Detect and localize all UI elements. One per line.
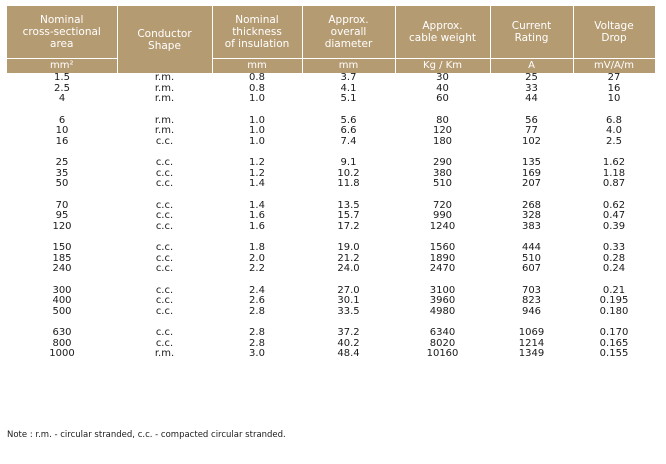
cell-diameter: 15.7 bbox=[337, 210, 360, 221]
table-row bbox=[7, 73, 655, 84]
cell-diameter: 11.8 bbox=[337, 178, 360, 189]
cell-insulation: 2.4 bbox=[249, 284, 265, 296]
cell-current: 44 bbox=[525, 93, 538, 104]
unit-current: A bbox=[490, 59, 573, 74]
cell-voltage: 6.8 bbox=[606, 114, 622, 126]
cell-area: 150 bbox=[52, 242, 72, 253]
cell-weight: 120 bbox=[432, 125, 453, 136]
cell-area: 1.5 bbox=[54, 72, 70, 83]
cell-area: 25 bbox=[55, 157, 69, 168]
cell-diameter: 21.2 bbox=[337, 252, 360, 264]
cell-area: 300 bbox=[52, 284, 72, 296]
cell-shape: r.m. bbox=[154, 125, 175, 136]
cell-shape: c.c. bbox=[155, 263, 174, 274]
cell-insulation: 2.8 bbox=[249, 337, 265, 349]
cell-weight: 1560 bbox=[429, 242, 456, 253]
column-header-line: diameter bbox=[324, 38, 373, 50]
cell-insulation: 1.0 bbox=[249, 125, 265, 136]
cell-insulation: 2.8 bbox=[249, 305, 265, 317]
cell-diameter: 5.6 bbox=[340, 114, 357, 126]
cell-voltage: 0.170 bbox=[599, 327, 629, 338]
cell-insulation: 0.8 bbox=[249, 72, 265, 83]
cell-shape: c.c. bbox=[155, 220, 174, 232]
table-row bbox=[7, 222, 655, 233]
cell-diameter: 37.2 bbox=[337, 327, 360, 338]
cell-current: 946 bbox=[521, 305, 542, 317]
cell-insulation: 1.8 bbox=[249, 242, 265, 253]
cell-shape: r.m. bbox=[154, 93, 175, 104]
cell-insulation: 1.6 bbox=[249, 220, 265, 232]
cell-area: 120 bbox=[52, 220, 72, 232]
cell-current: 268 bbox=[521, 199, 542, 211]
cell-weight: 380 bbox=[432, 167, 453, 179]
cell-diameter: 3.7 bbox=[340, 72, 357, 83]
cell-area: 6 bbox=[58, 114, 66, 126]
group-spacer bbox=[7, 105, 655, 116]
cell-insulation: 2.6 bbox=[249, 295, 265, 306]
cell-diameter: 24.0 bbox=[337, 263, 360, 274]
table-row bbox=[7, 339, 655, 350]
column-header-line: Shape bbox=[148, 39, 181, 52]
table-row bbox=[7, 84, 655, 95]
table-row bbox=[7, 349, 655, 360]
cell-current: 135 bbox=[521, 157, 542, 168]
footnote: Note : r.m. - circular stranded, c.c. - compacted circular stranded. bbox=[7, 430, 286, 440]
table-row bbox=[7, 94, 655, 105]
table-row bbox=[7, 307, 655, 318]
cell-shape: c.c. bbox=[155, 167, 174, 179]
column-header-line: overall bbox=[330, 26, 367, 38]
cell-insulation: 1.4 bbox=[249, 178, 265, 189]
cell-diameter: 7.4 bbox=[340, 135, 357, 147]
cell-voltage: 0.21 bbox=[602, 284, 626, 296]
cell-weight: 720 bbox=[432, 199, 453, 211]
table-row bbox=[7, 137, 655, 148]
cell-weight: 10160 bbox=[426, 348, 459, 359]
cell-voltage: 0.87 bbox=[602, 178, 626, 189]
column-header-line: thickness bbox=[232, 26, 282, 38]
cell-area: 2.5 bbox=[54, 82, 70, 94]
cell-current: 383 bbox=[521, 220, 542, 232]
cell-weight: 8020 bbox=[429, 337, 456, 349]
cell-shape: c.c. bbox=[155, 284, 174, 296]
cell-weight: 3100 bbox=[429, 284, 456, 296]
cell-shape: c.c. bbox=[155, 252, 174, 264]
column-header-line: area bbox=[50, 38, 74, 50]
cell-diameter: 48.4 bbox=[337, 348, 360, 359]
cell-insulation: 1.2 bbox=[249, 157, 265, 168]
cell-insulation: 1.4 bbox=[249, 199, 265, 211]
column-header-current bbox=[490, 6, 573, 59]
cell-area: 35 bbox=[55, 167, 69, 179]
cell-insulation: 2.8 bbox=[249, 327, 265, 338]
cell-weight: 3960 bbox=[429, 295, 456, 306]
cell-shape: r.m. bbox=[154, 72, 175, 83]
column-header-line: cable weight bbox=[409, 32, 476, 44]
cell-insulation: 3.0 bbox=[249, 348, 265, 359]
cell-voltage: 0.165 bbox=[599, 337, 629, 349]
column-header-voltage bbox=[573, 6, 655, 59]
unit-insulation: mm bbox=[212, 59, 302, 74]
cell-weight: 990 bbox=[432, 210, 453, 221]
cell-current: 33 bbox=[525, 82, 538, 94]
column-header-insulation bbox=[212, 6, 302, 59]
table-row bbox=[7, 254, 655, 265]
cell-diameter: 40.2 bbox=[337, 337, 360, 349]
table-row bbox=[7, 201, 655, 212]
column-header-line: cross-sectional bbox=[22, 26, 101, 38]
group-spacer bbox=[7, 317, 655, 328]
cell-current: 56 bbox=[525, 114, 538, 126]
cell-insulation: 1.2 bbox=[249, 167, 265, 179]
cell-diameter: 5.1 bbox=[340, 93, 357, 104]
cell-weight: 4980 bbox=[429, 305, 456, 317]
cell-current: 823 bbox=[521, 295, 542, 306]
cell-shape: c.c. bbox=[155, 242, 174, 253]
cell-current: 703 bbox=[521, 284, 542, 296]
cell-insulation: 1.0 bbox=[249, 135, 265, 147]
cell-area: 185 bbox=[52, 252, 72, 264]
cell-diameter: 4.1 bbox=[340, 82, 357, 94]
table-row bbox=[7, 264, 655, 275]
cell-voltage: 4.0 bbox=[606, 125, 622, 136]
header-row bbox=[7, 6, 655, 59]
cell-area: 16 bbox=[55, 135, 69, 147]
cell-diameter: 17.2 bbox=[337, 220, 360, 232]
table-row bbox=[7, 179, 655, 190]
cell-insulation: 1.0 bbox=[249, 114, 265, 126]
table-row bbox=[7, 243, 655, 254]
cell-voltage: 0.33 bbox=[602, 242, 626, 253]
cell-diameter: 19.0 bbox=[337, 242, 360, 253]
cell-shape: c.c. bbox=[155, 337, 174, 349]
cell-current: 510 bbox=[521, 252, 542, 264]
table-row bbox=[7, 116, 655, 127]
cell-current: 328 bbox=[521, 210, 542, 221]
cell-current: 25 bbox=[525, 72, 538, 83]
table-row bbox=[7, 328, 655, 339]
cable-specification-table bbox=[7, 6, 656, 360]
cell-weight: 1890 bbox=[429, 252, 456, 264]
cell-insulation: 2.0 bbox=[249, 252, 265, 264]
table-row bbox=[7, 286, 655, 297]
group-spacer bbox=[7, 275, 655, 286]
cell-current: 102 bbox=[521, 135, 542, 147]
cell-voltage: 0.28 bbox=[602, 252, 626, 264]
cell-area: 95 bbox=[55, 210, 69, 221]
cell-voltage: 16 bbox=[607, 82, 621, 94]
cell-shape: c.c. bbox=[155, 210, 174, 221]
cell-weight: 40 bbox=[436, 82, 449, 94]
column-header-line: Approx. bbox=[422, 20, 463, 32]
cell-weight: 1240 bbox=[429, 220, 456, 232]
column-header-line: Voltage bbox=[594, 20, 634, 32]
cell-area: 4 bbox=[58, 93, 66, 104]
column-header-shape bbox=[117, 6, 212, 73]
cell-weight: 6340 bbox=[429, 327, 456, 338]
table-body bbox=[7, 73, 655, 360]
cell-current: 169 bbox=[521, 167, 542, 179]
column-header-line: of insulation bbox=[224, 38, 290, 50]
cell-area: 630 bbox=[52, 327, 72, 338]
cell-diameter: 9.1 bbox=[340, 157, 357, 168]
cell-weight: 80 bbox=[436, 114, 449, 126]
cell-current: 1349 bbox=[518, 348, 545, 359]
group-spacer bbox=[7, 232, 655, 243]
cell-voltage: 0.155 bbox=[599, 348, 629, 359]
cell-area: 70 bbox=[55, 199, 69, 211]
group-spacer bbox=[7, 147, 655, 158]
cell-diameter: 6.6 bbox=[340, 125, 357, 136]
cell-area: 1000 bbox=[49, 348, 75, 359]
cell-shape: c.c. bbox=[155, 327, 174, 338]
column-header-diameter bbox=[302, 6, 395, 59]
units-row bbox=[7, 59, 655, 74]
table-row bbox=[7, 158, 655, 169]
cell-diameter: 27.0 bbox=[337, 284, 360, 296]
cell-current: 77 bbox=[525, 125, 538, 136]
cell-shape: r.m. bbox=[154, 348, 175, 359]
cell-shape: c.c. bbox=[155, 295, 174, 306]
unit-area: mm² bbox=[7, 59, 117, 74]
table-row bbox=[7, 169, 655, 180]
cell-weight: 60 bbox=[436, 93, 449, 104]
column-header-area bbox=[7, 6, 117, 59]
cell-weight: 510 bbox=[432, 178, 453, 189]
cell-weight: 30 bbox=[436, 72, 449, 83]
cell-voltage: 0.24 bbox=[602, 263, 626, 274]
column-header-weight bbox=[395, 6, 490, 59]
cell-voltage: 0.47 bbox=[602, 210, 626, 221]
cell-current: 444 bbox=[521, 242, 542, 253]
cell-area: 50 bbox=[55, 178, 69, 189]
cell-current: 607 bbox=[521, 263, 542, 274]
cell-weight: 180 bbox=[432, 135, 453, 147]
cell-weight: 2470 bbox=[429, 263, 456, 274]
cell-area: 400 bbox=[52, 295, 72, 306]
cell-current: 1069 bbox=[518, 327, 545, 338]
cell-voltage: 1.18 bbox=[602, 167, 626, 179]
cell-current: 1214 bbox=[518, 337, 545, 349]
table-row bbox=[7, 296, 655, 307]
cell-shape: c.c. bbox=[155, 135, 174, 147]
cell-insulation: 1.6 bbox=[249, 210, 265, 221]
cell-voltage: 10 bbox=[607, 93, 621, 104]
cell-voltage: 0.62 bbox=[602, 199, 626, 211]
column-header-line: Drop bbox=[601, 32, 627, 44]
cell-current: 207 bbox=[521, 178, 542, 189]
unit-weight: Kg / Km bbox=[395, 59, 490, 74]
cell-voltage: 2.5 bbox=[606, 135, 622, 147]
cell-shape: r.m. bbox=[154, 114, 175, 126]
cell-weight: 290 bbox=[432, 157, 453, 168]
column-header-line: Conductor bbox=[137, 27, 192, 40]
unit-voltage: mV/A/m bbox=[573, 59, 655, 74]
cell-voltage: 1.62 bbox=[602, 157, 626, 168]
cell-shape: c.c. bbox=[155, 178, 174, 189]
column-header-line: Approx. bbox=[328, 14, 369, 26]
cell-shape: c.c. bbox=[155, 199, 174, 211]
column-header-line: Nominal bbox=[235, 14, 279, 26]
cell-area: 240 bbox=[52, 263, 72, 274]
cell-area: 10 bbox=[55, 125, 69, 136]
cell-voltage: 0.39 bbox=[602, 220, 626, 232]
cell-voltage: 0.195 bbox=[599, 295, 629, 306]
cell-shape: c.c. bbox=[155, 157, 174, 168]
cell-diameter: 13.5 bbox=[337, 199, 360, 211]
cell-insulation: 0.8 bbox=[249, 82, 265, 94]
cell-shape: c.c. bbox=[155, 305, 174, 317]
cell-area: 500 bbox=[52, 305, 72, 317]
cell-diameter: 33.5 bbox=[337, 305, 360, 317]
cell-insulation: 2.2 bbox=[249, 263, 265, 274]
column-header-line: Nominal bbox=[40, 14, 84, 26]
column-header-line: Rating bbox=[514, 32, 549, 44]
cell-diameter: 10.2 bbox=[337, 167, 360, 179]
table-row bbox=[7, 211, 655, 222]
column-header-line: Current bbox=[511, 20, 552, 32]
cell-voltage: 27 bbox=[607, 72, 621, 83]
cell-insulation: 1.0 bbox=[249, 93, 265, 104]
group-spacer bbox=[7, 190, 655, 201]
cell-shape: r.m. bbox=[154, 82, 175, 94]
cell-area: 800 bbox=[52, 337, 72, 349]
cell-voltage: 0.180 bbox=[599, 305, 629, 317]
cell-diameter: 30.1 bbox=[337, 295, 360, 306]
table-row bbox=[7, 126, 655, 137]
unit-diameter: mm bbox=[302, 59, 395, 74]
